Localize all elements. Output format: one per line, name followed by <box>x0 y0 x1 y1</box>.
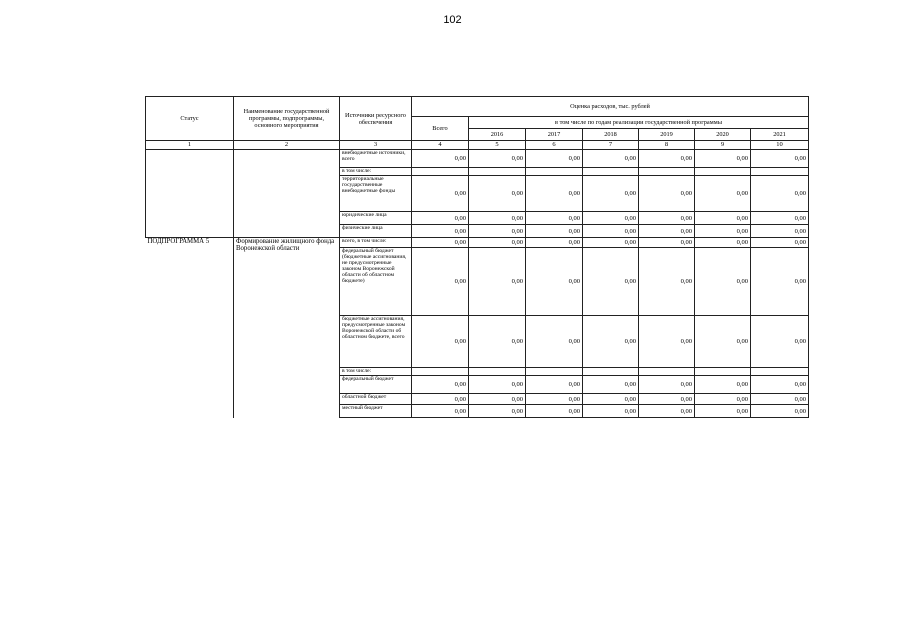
header-year: 2017 <box>526 129 583 141</box>
value-cell: 0,00 <box>526 176 583 212</box>
value-cell <box>751 368 809 376</box>
value-cell: 0,00 <box>695 248 751 316</box>
source-cell: федеральный бюджет <box>340 376 412 394</box>
value-cell: 0,00 <box>583 150 639 168</box>
value-cell <box>469 168 526 176</box>
value-cell: 0,00 <box>639 376 695 394</box>
value-cell: 0,00 <box>412 238 469 248</box>
table-row <box>146 141 809 150</box>
header-year: 2018 <box>583 129 639 141</box>
value-cell <box>583 368 639 376</box>
header-year: 2020 <box>695 129 751 141</box>
value-cell: 0,00 <box>751 225 809 238</box>
value-cell: 0,00 <box>412 316 469 368</box>
value-cell: 0,00 <box>583 248 639 316</box>
column-index: 3 <box>340 141 412 150</box>
column-index: 6 <box>526 141 583 150</box>
column-index: 1 <box>146 141 234 150</box>
source-cell: бюджетные ассигнования, предусмотренные законом Воронежской области об областном бюджете, всего <box>340 316 412 368</box>
name-cell <box>234 150 340 238</box>
page-number: 102 <box>443 14 462 26</box>
header-name: Наименование государственной программы, подпрограммы, основного мероприятия <box>234 97 340 141</box>
header-sources: Источники ресурсного обеспечения <box>340 97 412 141</box>
column-index: 2 <box>234 141 340 150</box>
value-cell: 0,00 <box>526 376 583 394</box>
value-cell: 0,00 <box>695 405 751 418</box>
value-cell: 0,00 <box>469 376 526 394</box>
header-year: 2019 <box>639 129 695 141</box>
value-cell: 0,00 <box>469 176 526 212</box>
value-cell: 0,00 <box>526 316 583 368</box>
header-year: 2021 <box>751 129 809 141</box>
value-cell: 0,00 <box>751 150 809 168</box>
value-cell: 0,00 <box>751 238 809 248</box>
value-cell <box>526 368 583 376</box>
value-cell: 0,00 <box>695 212 751 225</box>
value-cell <box>412 368 469 376</box>
value-cell <box>639 168 695 176</box>
source-cell: территориальные государственные внебюджетные фонды <box>340 176 412 212</box>
column-index: 5 <box>469 141 526 150</box>
column-index: 9 <box>695 141 751 150</box>
header-by-years: в том числе по годам реализации государственной программы <box>469 117 809 129</box>
value-cell: 0,00 <box>639 238 695 248</box>
value-cell: 0,00 <box>469 225 526 238</box>
value-cell: 0,00 <box>639 150 695 168</box>
value-cell: 0,00 <box>526 225 583 238</box>
value-cell: 0,00 <box>583 176 639 212</box>
value-cell <box>751 168 809 176</box>
value-cell: 0,00 <box>412 405 469 418</box>
value-cell: 0,00 <box>469 405 526 418</box>
value-cell: 0,00 <box>695 225 751 238</box>
column-index: 4 <box>412 141 469 150</box>
value-cell: 0,00 <box>469 212 526 225</box>
column-index: 7 <box>583 141 639 150</box>
header-total: Всего <box>412 117 469 141</box>
value-cell: 0,00 <box>526 212 583 225</box>
value-cell: 0,00 <box>469 248 526 316</box>
value-cell: 0,00 <box>751 394 809 405</box>
value-cell: 0,00 <box>526 405 583 418</box>
source-cell: в том числе: <box>340 368 412 376</box>
header-status: Статус <box>146 97 234 141</box>
value-cell: 0,00 <box>639 405 695 418</box>
value-cell: 0,00 <box>751 248 809 316</box>
value-cell <box>469 368 526 376</box>
budget-table <box>145 96 809 418</box>
value-cell: 0,00 <box>469 394 526 405</box>
column-index: 10 <box>751 141 809 150</box>
value-cell: 0,00 <box>526 394 583 405</box>
table-row <box>146 238 809 248</box>
subprogram-name: Формирование жилищного фонда Воронежской области <box>234 238 340 418</box>
value-cell <box>695 168 751 176</box>
value-cell: 0,00 <box>751 316 809 368</box>
subprogram-status: ПОДПРОГРАММА 5 <box>146 238 234 418</box>
value-cell: 0,00 <box>583 212 639 225</box>
header-year: 2016 <box>469 129 526 141</box>
value-cell <box>583 168 639 176</box>
value-cell: 0,00 <box>526 150 583 168</box>
value-cell: 0,00 <box>412 150 469 168</box>
value-cell <box>412 168 469 176</box>
value-cell: 0,00 <box>751 376 809 394</box>
value-cell: 0,00 <box>583 394 639 405</box>
column-index: 8 <box>639 141 695 150</box>
value-cell: 0,00 <box>469 316 526 368</box>
value-cell: 0,00 <box>695 176 751 212</box>
value-cell: 0,00 <box>583 316 639 368</box>
value-cell: 0,00 <box>583 376 639 394</box>
value-cell: 0,00 <box>639 176 695 212</box>
source-cell: внебюджетные источники, всего <box>340 150 412 168</box>
status-cell <box>146 150 234 238</box>
value-cell: 0,00 <box>469 150 526 168</box>
value-cell: 0,00 <box>412 394 469 405</box>
source-cell: всего, в том числе: <box>340 238 412 248</box>
value-cell: 0,00 <box>639 394 695 405</box>
value-cell: 0,00 <box>583 238 639 248</box>
value-cell: 0,00 <box>412 248 469 316</box>
value-cell: 0,00 <box>469 238 526 248</box>
value-cell: 0,00 <box>751 176 809 212</box>
value-cell: 0,00 <box>751 405 809 418</box>
source-cell: в том числе: <box>340 168 412 176</box>
value-cell: 0,00 <box>412 376 469 394</box>
source-cell: областной бюджет <box>340 394 412 405</box>
value-cell: 0,00 <box>583 225 639 238</box>
value-cell: 0,00 <box>695 376 751 394</box>
value-cell <box>526 168 583 176</box>
value-cell: 0,00 <box>526 248 583 316</box>
value-cell: 0,00 <box>639 212 695 225</box>
value-cell: 0,00 <box>639 225 695 238</box>
value-cell: 0,00 <box>695 150 751 168</box>
value-cell: 0,00 <box>751 212 809 225</box>
value-cell: 0,00 <box>583 405 639 418</box>
source-cell: федеральный бюджет (бюджетные ассигнования, не предусмотренные законом Воронежской области об областном бюджете) <box>340 248 412 316</box>
value-cell: 0,00 <box>526 238 583 248</box>
value-cell: 0,00 <box>695 238 751 248</box>
table-row <box>146 97 809 117</box>
value-cell: 0,00 <box>695 394 751 405</box>
source-cell: юридические лица <box>340 212 412 225</box>
value-cell: 0,00 <box>412 225 469 238</box>
source-cell: физические лица <box>340 225 412 238</box>
table-row <box>146 150 809 168</box>
value-cell: 0,00 <box>639 316 695 368</box>
value-cell: 0,00 <box>639 248 695 316</box>
value-cell: 0,00 <box>695 316 751 368</box>
value-cell <box>639 368 695 376</box>
header-estimate: Оценка расходов, тыс. рублей <box>412 97 809 117</box>
value-cell: 0,00 <box>412 176 469 212</box>
source-cell: местный бюджет <box>340 405 412 418</box>
value-cell <box>695 368 751 376</box>
value-cell: 0,00 <box>412 212 469 225</box>
